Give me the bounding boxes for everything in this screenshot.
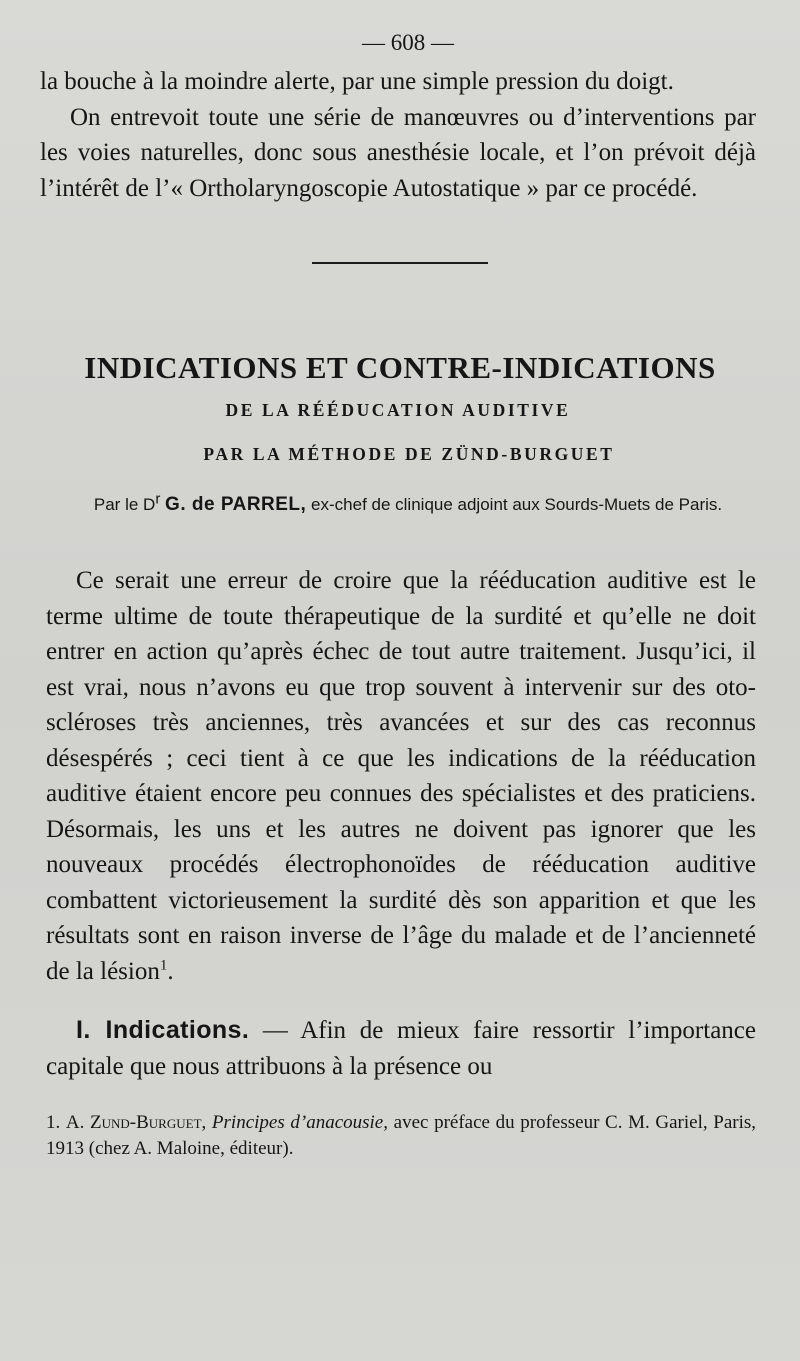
footnote: [40, 1110, 756, 1162]
section-text: — Afin de mieux faire ressortir l’importance capitale que nous attribuons à la présence ou: [46, 1017, 756, 1080]
article-subtitle-1: DE LA RÉÉDUCATION AUDITIVE: [225, 400, 571, 420]
page-number: — 608 —: [362, 30, 454, 55]
section-divider: [312, 262, 488, 264]
footnote-author: A. Zund-Burguet,: [65, 1112, 207, 1133]
byline: [40, 492, 756, 517]
article-subtitle-2: PAR LA MÉTHODE DE ZÜND-BURGUET: [203, 444, 615, 464]
byline-prefix: Par le D: [93, 495, 156, 514]
article-title: INDICATIONS ET CONTRE-INDICATIONS: [84, 350, 716, 385]
footnote-rest: avec préface du professeur C. M. Gariel, Paris, 1913 (chez A. Maloine, éditeur).: [46, 1112, 757, 1159]
byline-affiliation: ex-chef de clinique adjoint aux Sourds-Muets de Paris.: [306, 495, 723, 514]
footnote-work: Principes d’anacousie,: [206, 1112, 388, 1133]
footnote-ref: 1: [159, 957, 168, 974]
section-paragraph: [40, 1013, 756, 1084]
byline-author: G. de PARREL,: [165, 494, 307, 515]
intro-paragraph: On entrevoit toute une série de manœuvres ou d’interventions par les voies naturelles, donc sous anesthésie locale, et l’on prévoit déjà l’intérêt de l’« Ortholaryngoscopie Autostatique » par ce procédé.: [40, 103, 756, 202]
body-paragraph-end: .: [167, 957, 174, 985]
section-heading: I. Indications.: [76, 1016, 250, 1044]
body-paragraph-text: Ce serait une erreur de croire que la rééducation auditive est le terme ultime de toute thérapeutique de la surdité et qu’elle ne doit entrer en action qu’après échec de tout autre traitement. Jusqu’ici, il est vrai, nous n’avons eu que trop souvent à intervenir sur des oto-scléroses très anciennes, très avancées et sur des cas reconnus désespérés ; ceci tient à ce que les indications de la rééducation auditive étaient encore peu connues des spécialistes et des praticiens. Désormais, les uns et les autres ne doivent pas ignorer que les nouveaux procédés électrophonoïdes de rééducation auditive combattent victorieusement la surdité dès son apparition et que les résultats sont en raison inverse de l’âge du malade et de l’ancienneté de la lésion: [46, 567, 756, 985]
byline-prefix-sup: r: [155, 490, 161, 508]
body-paragraph: [40, 563, 756, 989]
footnote-number: 1.: [46, 1112, 66, 1133]
intro-paragraph-continued: la bouche à la moindre alerte, par une simple pression du doigt.: [40, 68, 674, 95]
